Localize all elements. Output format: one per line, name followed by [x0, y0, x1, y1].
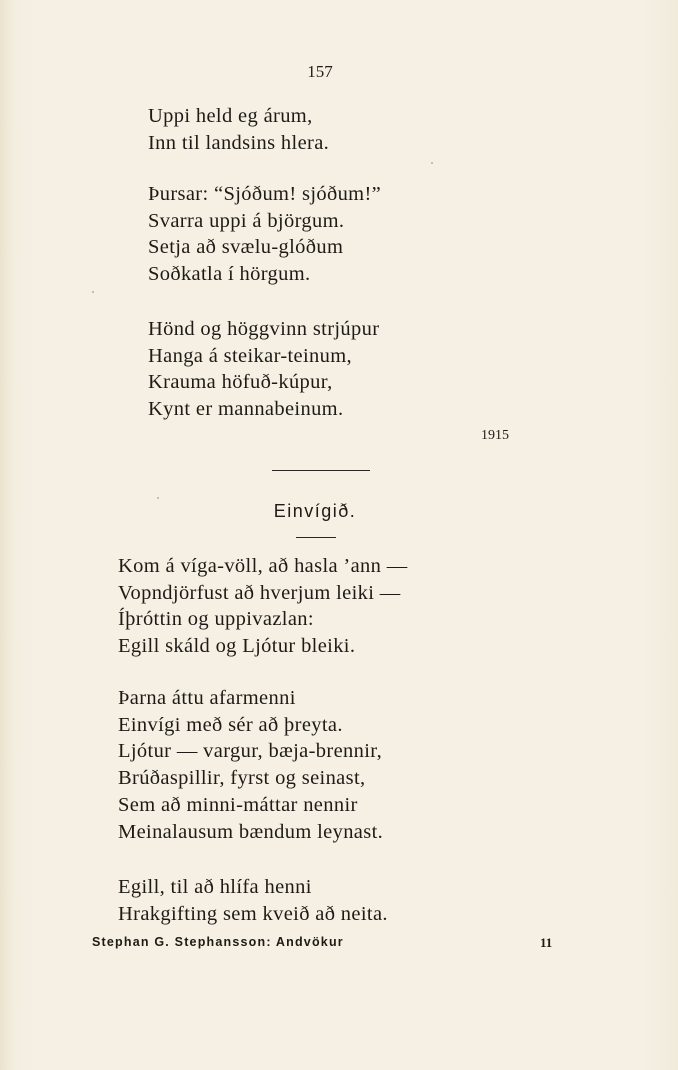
- verse-line: Egill skáld og Ljótur bleiki.: [118, 635, 356, 658]
- poem1-stanza-2: [148, 181, 381, 288]
- verse-line: Þursar: “Sjóðum! sjóðum!”: [148, 183, 382, 205]
- verse-line: Vopndjörfust að hverjum leiki —: [118, 581, 401, 604]
- verse-line: Kynt er mannabeinum.: [148, 398, 344, 421]
- verse-line: Brúðaspillir, fyrst og seinast,: [118, 767, 366, 790]
- poem1-year: 1915: [481, 428, 509, 443]
- verse-line: Soðkatla í hörgum.: [148, 263, 311, 286]
- verse-line: Meinalausum bændum leynast.: [118, 820, 384, 843]
- verse-line: Krauma höfuð-kúpur,: [148, 371, 333, 394]
- verse-line: Inn til landsins hlera.: [148, 131, 330, 154]
- verse-line: Einvígi með sér að þreyta.: [118, 713, 343, 736]
- footer-author-title: Stephan G. Stephansson: Andvökur: [92, 935, 344, 949]
- section-divider: [272, 470, 370, 471]
- verse-line: Sem að minni-máttar nennir: [118, 793, 358, 816]
- scan-speck: [431, 162, 433, 164]
- verse-line: Íþróttin og uppivazlan:: [118, 608, 314, 631]
- verse-line: Hrakgifting sem kveið að neita.: [118, 902, 388, 925]
- verse-line: Ljótur — vargur, bæja-brennir,: [118, 740, 383, 763]
- scan-speck: [92, 291, 94, 293]
- verse-line: Þarna áttu afarmenni: [118, 687, 296, 709]
- poem1-stanza-1: [148, 103, 329, 156]
- poem2-stanza-3: [118, 874, 388, 927]
- footer-sheet-number: 11: [540, 935, 553, 950]
- poem2-title: Einvígið.: [273, 501, 357, 521]
- title-rule: [296, 537, 336, 538]
- verse-line: Hanga á steikar-teinum,: [148, 344, 353, 367]
- verse-line: Svarra uppi á björgum.: [148, 209, 345, 232]
- poem2-stanza-1: [118, 553, 408, 660]
- page-number: 157: [307, 62, 333, 81]
- verse-line: Hönd og höggvinn strjúpur: [148, 318, 380, 340]
- verse-line: Kom á víga-völl, að hasla ’ann —: [118, 555, 408, 577]
- poem2-stanza-2: [118, 685, 383, 845]
- verse-line: Egill, til að hlífa henni: [118, 876, 312, 898]
- verse-line: Uppi held eg árum,: [148, 105, 313, 127]
- scan-speck: [157, 497, 159, 499]
- poem1-stanza-3: [148, 316, 379, 423]
- verse-line: Setja að svælu-glóðum: [148, 236, 344, 259]
